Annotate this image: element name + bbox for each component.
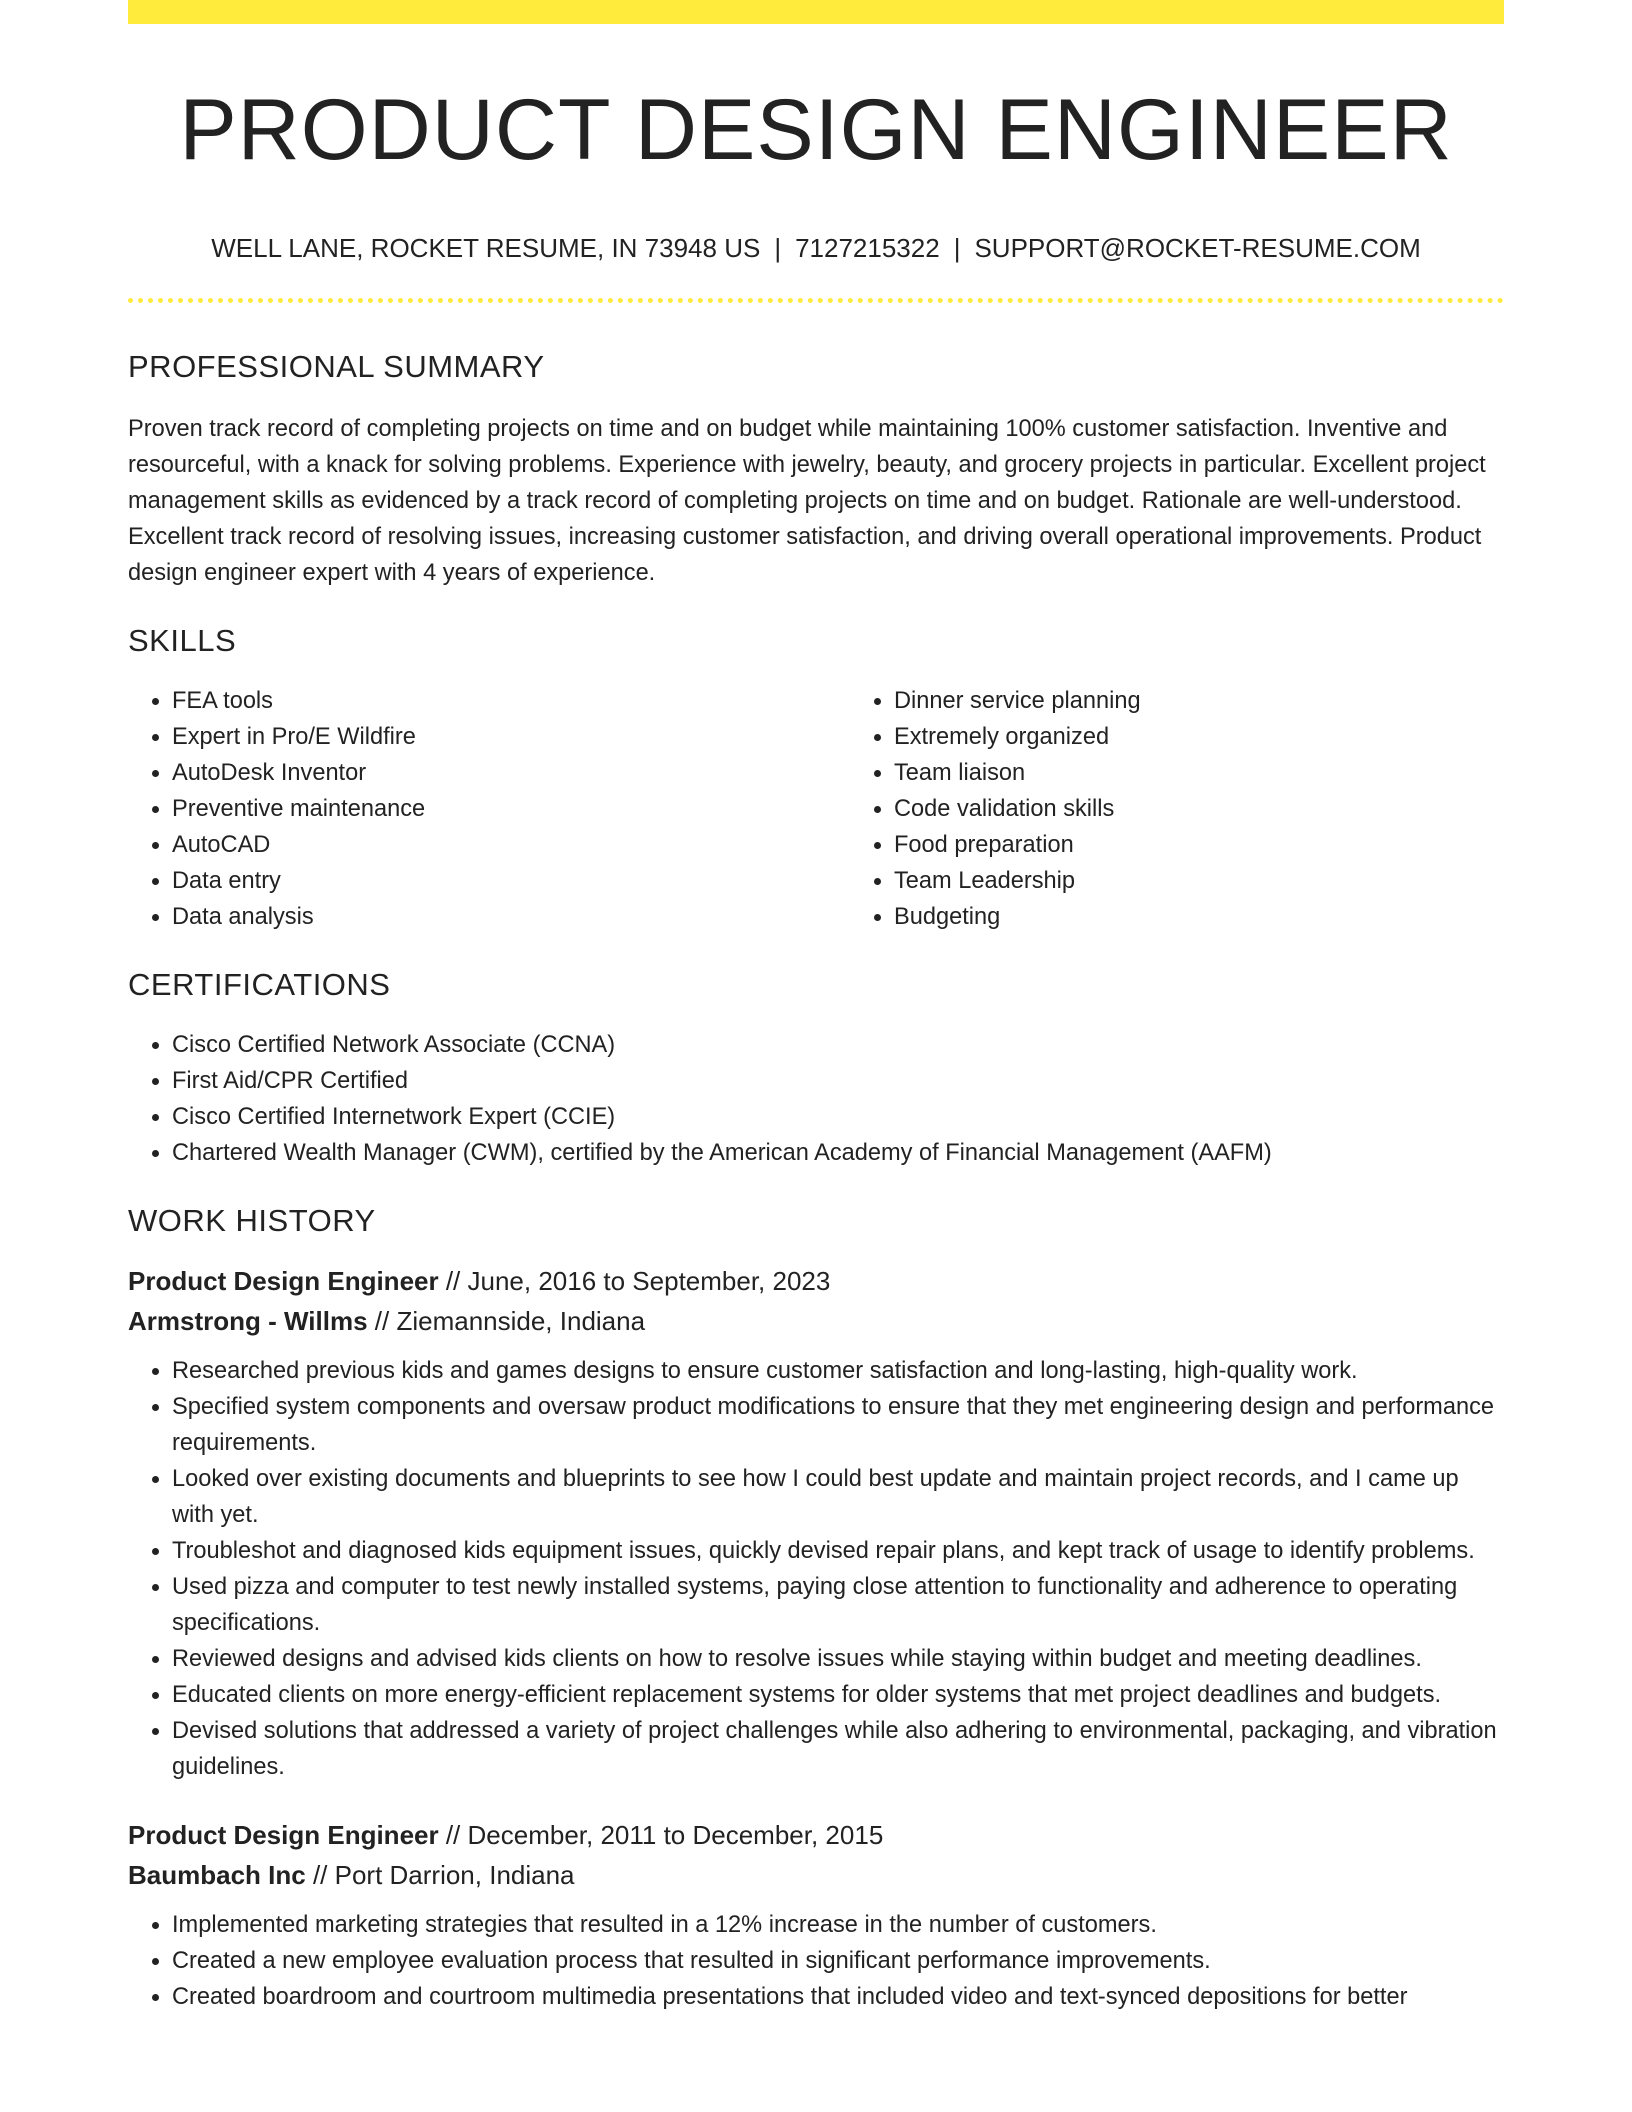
skill-item: • AutoDesk Inventor	[172, 755, 850, 791]
certification-item: • Chartered Wealth Manager (CWM), certified by the American Academy of Financial Management (AAFM)	[172, 1135, 1504, 1171]
job-role: Product Design Engineer	[128, 1266, 439, 1296]
skill-item: • Budgeting	[894, 899, 1572, 935]
job-bullet: • Reviewed designs and advised kids clients on how to resolve issues while staying within budget and meeting deadlines.	[172, 1641, 1504, 1677]
job-entry	[128, 1261, 1504, 1785]
section-title-certifications: CERTIFICATIONS	[128, 967, 391, 1002]
section-title-skills: SKILLS	[128, 623, 237, 658]
job-location: // Port Darrion, Indiana	[305, 1860, 575, 1890]
skills-columns	[128, 683, 1504, 935]
skills-list-left	[128, 683, 850, 935]
job-bullet: • Created a new employee evaluation process that resulted in significant performance improvements.	[172, 1943, 1504, 1979]
skills-list-right	[850, 683, 1572, 935]
contact-separator: |	[774, 233, 782, 263]
skill-item: • Extremely organized	[894, 719, 1572, 755]
skill-item: • Code validation skills	[894, 791, 1572, 827]
job-bullet-list	[128, 1353, 1504, 1785]
certification-item: • First Aid/CPR Certified	[172, 1063, 1504, 1099]
job-bullet: • Devised solutions that addressed a variety of project challenges while also adhering to environmental, packaging, and vibration guidelines.	[172, 1713, 1504, 1785]
job-bullet: • Researched previous kids and games designs to ensure customer satisfaction and long-lasting, high-quality work.	[172, 1353, 1504, 1389]
header-divider	[128, 298, 1504, 303]
section-title-summary: PROFESSIONAL SUMMARY	[128, 349, 545, 384]
job-bullet-list	[128, 1907, 1504, 2015]
contact-separator: |	[953, 233, 961, 263]
contact-address: WELL LANE, ROCKET RESUME, IN 73948 US	[211, 233, 761, 263]
contact-line	[128, 232, 1504, 264]
job-bullet: • Used pizza and computer to test newly installed systems, paying close attention to functionality and adherence to operating specifications.	[172, 1569, 1504, 1641]
job-bullet: • Specified system components and oversaw product modifications to ensure that they met engineering design and performance requirements.	[172, 1389, 1504, 1461]
job-bullet: • Looked over existing documents and blueprints to see how I could best update and maintain project records, and I came up with yet.	[172, 1461, 1504, 1533]
job-company-line	[128, 1855, 1504, 1895]
skill-item: • Expert in Pro/E Wildfire	[172, 719, 850, 755]
job-entry	[128, 1815, 1504, 2015]
certification-item: • Cisco Certified Network Associate (CCNA)	[172, 1027, 1504, 1063]
skill-item: • FEA tools	[172, 683, 850, 719]
skill-item: • Team liaison	[894, 755, 1572, 791]
skill-item: • Data entry	[172, 863, 850, 899]
summary-text: Proven track record of completing projects on time and on budget while maintaining 100% customer satisfaction. Inventive and resourceful, with a knack for solving problems. Experience with jewelry, beauty, and grocery projects in particular. Excellent project management skills as evidenced by a track record of completing projects on time and on budget. Rationale are well-understood. Excellent track record of resolving issues, increasing customer satisfaction, and driving overall operational improvements. Product design engineer expert with 4 years of experience.	[128, 416, 1486, 586]
contact-email: SUPPORT@ROCKET-RESUME.COM	[974, 233, 1421, 263]
job-company: Baumbach Inc	[128, 1860, 306, 1890]
certifications-list	[128, 1027, 1504, 1171]
job-location: // Ziemannside, Indiana	[367, 1306, 646, 1336]
job-bullet: • Troubleshot and diagnosed kids equipment issues, quickly devised repair plans, and kept track of usage to identify problems.	[172, 1533, 1504, 1569]
skill-item: • Data analysis	[172, 899, 850, 935]
job-bullet: • Educated clients on more energy-efficient replacement systems for older systems that met project deadlines and budgets.	[172, 1677, 1504, 1713]
skill-item: • Dinner service planning	[894, 683, 1572, 719]
job-role: Product Design Engineer	[128, 1820, 439, 1850]
certification-item: • Cisco Certified Internetwork Expert (CCIE)	[172, 1099, 1504, 1135]
section-title-work-history: WORK HISTORY	[128, 1203, 376, 1238]
skill-item: • AutoCAD	[172, 827, 850, 863]
job-role-line	[128, 1261, 1504, 1301]
resume-name: PRODUCT DESIGN ENGINEER	[179, 82, 1453, 178]
job-dates: // June, 2016 to September, 2023	[438, 1266, 831, 1296]
skill-item: • Team Leadership	[894, 863, 1572, 899]
resume-content	[128, 0, 1504, 2015]
job-dates: // December, 2011 to December, 2015	[438, 1820, 884, 1850]
job-bullet: • Created boardroom and courtroom multimedia presentations that included video and text-synced depositions for better	[172, 1979, 1504, 2015]
job-bullet: • Implemented marketing strategies that resulted in a 12% increase in the number of customers.	[172, 1907, 1504, 1943]
job-company-line	[128, 1301, 1504, 1341]
job-company: Armstrong - Willms	[128, 1306, 368, 1336]
skill-item: • Preventive maintenance	[172, 791, 850, 827]
job-role-line	[128, 1815, 1504, 1855]
skill-item: • Food preparation	[894, 827, 1572, 863]
contact-phone: 7127215322	[795, 233, 940, 263]
